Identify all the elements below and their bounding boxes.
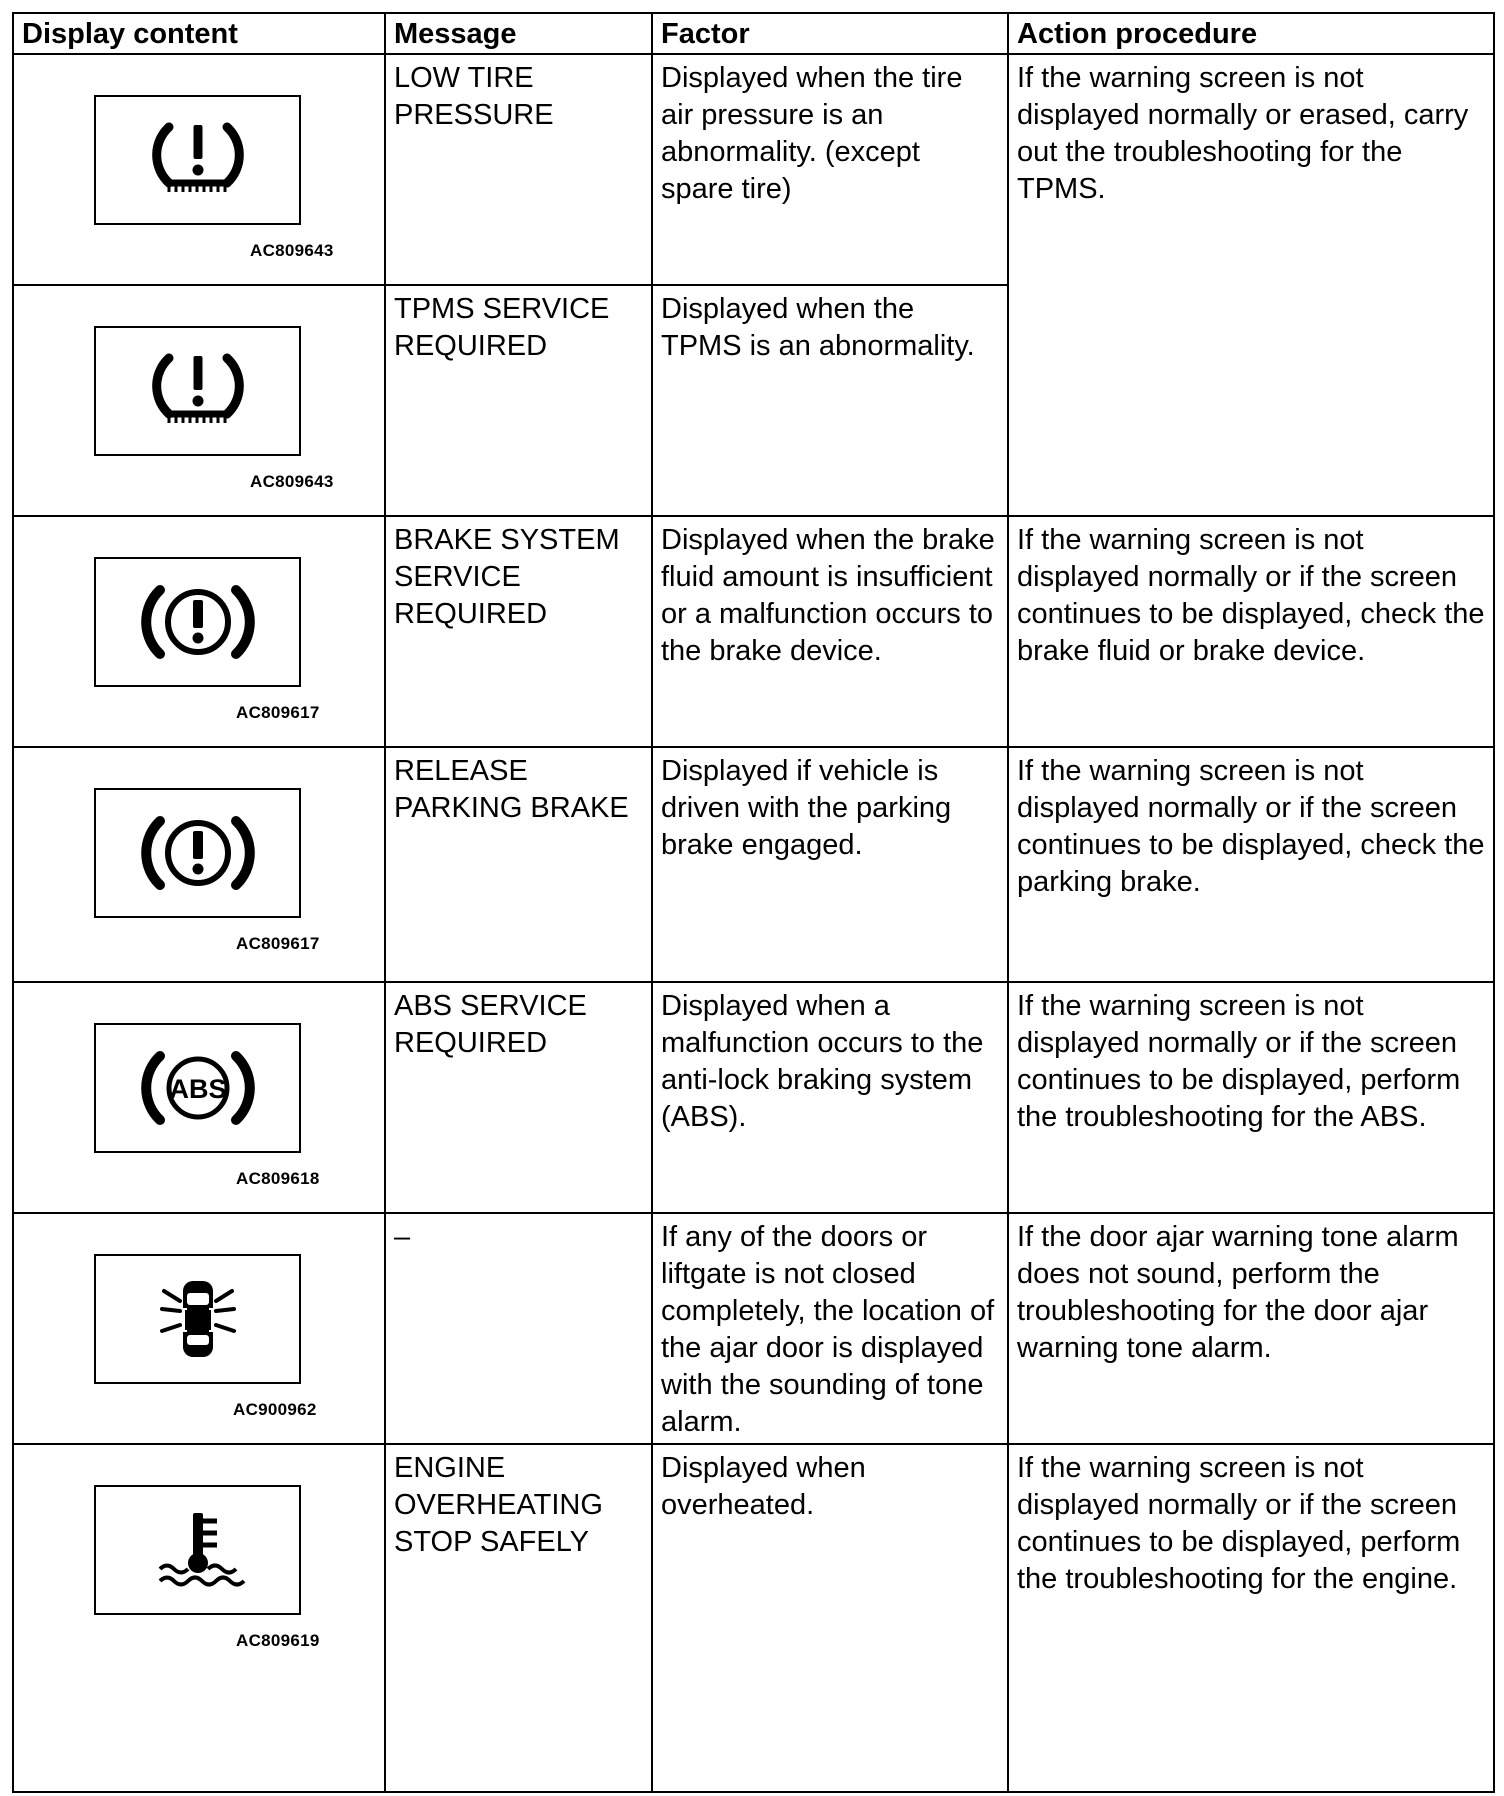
brake-warning-icon [138, 803, 258, 903]
action-cell: If the warning screen is not displayed normally or if the screen continues to be displayed, perform the troubleshooting for the engine. [1008, 1444, 1494, 1792]
icon-frame [94, 95, 301, 225]
display-content-cell [13, 285, 385, 516]
display-content-cell [13, 1213, 385, 1444]
table-row [13, 1444, 1494, 1792]
message-cell: RELEASE PARKING BRAKE [385, 747, 652, 982]
factor-cell: Displayed when the TPMS is an abnormality. [652, 285, 1008, 516]
table-row [13, 516, 1494, 747]
table-row [13, 747, 1494, 982]
factor-cell: Displayed when overheated. [652, 1444, 1008, 1792]
factor-cell: Displayed when the brake fluid amount is insufficient or a malfunction occurs to the brake device. [652, 516, 1008, 747]
action-cell: If the warning screen is not displayed normally or if the screen continues to be displayed, perform the troubleshooting for the ABS. [1008, 982, 1494, 1213]
abs-warning-icon [138, 1038, 258, 1138]
figure-reference: AC809643 [250, 472, 334, 491]
header-message: Message [385, 13, 652, 54]
factor-cell: Displayed when the tire air pressure is an abnormality. (except spare tire) [652, 54, 1008, 285]
message-cell: ENGINE OVERHEATING STOP SAFELY [385, 1444, 652, 1792]
figure-reference: AC900962 [233, 1400, 317, 1419]
header-action-procedure: Action procedure [1008, 13, 1494, 54]
table-row [13, 54, 1494, 285]
tire-pressure-warning-icon [143, 346, 253, 436]
factor-cell: Displayed when a malfunction occurs to the anti-lock braking system (ABS). [652, 982, 1008, 1213]
icon-frame [94, 1485, 301, 1615]
display-content-cell [13, 54, 385, 285]
message-cell: BRAKE SYSTEM SERVICE REQUIRED [385, 516, 652, 747]
display-content-cell [13, 747, 385, 982]
engine-coolant-temperature-icon [148, 1505, 248, 1595]
figure-reference: AC809617 [236, 934, 320, 953]
display-content-cell [13, 1444, 385, 1792]
message-cell: ABS SERVICE REQUIRED [385, 982, 652, 1213]
action-cell: If the warning screen is not displayed normally or erased, carry out the troubleshooting for the TPMS. [1008, 54, 1494, 516]
brake-warning-icon [138, 572, 258, 672]
action-cell: If the warning screen is not displayed normally or if the screen continues to be displayed, check the brake fluid or brake device. [1008, 516, 1494, 747]
icon-frame [94, 557, 301, 687]
message-cell: TPMS SERVICE REQUIRED [385, 285, 652, 516]
factor-cell: Displayed if vehicle is driven with the parking brake engaged. [652, 747, 1008, 982]
message-cell: – [385, 1213, 652, 1444]
figure-reference: AC809619 [236, 1631, 320, 1650]
figure-reference: AC809643 [250, 241, 334, 260]
icon-frame [94, 326, 301, 456]
header-display-content: Display content [13, 13, 385, 54]
icon-frame [94, 1023, 301, 1153]
message-cell: LOW TIRE PRESSURE [385, 54, 652, 285]
tire-pressure-warning-icon [143, 115, 253, 205]
display-content-cell [13, 516, 385, 747]
icon-frame [94, 1254, 301, 1384]
table-row [13, 1213, 1494, 1444]
warning-display-table [12, 12, 1495, 1793]
icon-frame [94, 788, 301, 918]
door-ajar-icon [148, 1269, 248, 1369]
abs-icon-text: ABS [168, 1074, 227, 1104]
action-cell: If the warning screen is not displayed normally or if the screen continues to be displayed, check the parking brake. [1008, 747, 1494, 982]
table-row [13, 982, 1494, 1213]
figure-reference: AC809617 [236, 703, 320, 722]
factor-cell: If any of the doors or liftgate is not closed completely, the location of the ajar door is displayed with the sounding of tone alarm. [652, 1213, 1008, 1444]
header-factor: Factor [652, 13, 1008, 54]
table-header-row [13, 13, 1494, 54]
display-content-cell [13, 982, 385, 1213]
figure-reference: AC809618 [236, 1169, 320, 1188]
action-cell: If the door ajar warning tone alarm does not sound, perform the troubleshooting for the door ajar warning tone alarm. [1008, 1213, 1494, 1444]
